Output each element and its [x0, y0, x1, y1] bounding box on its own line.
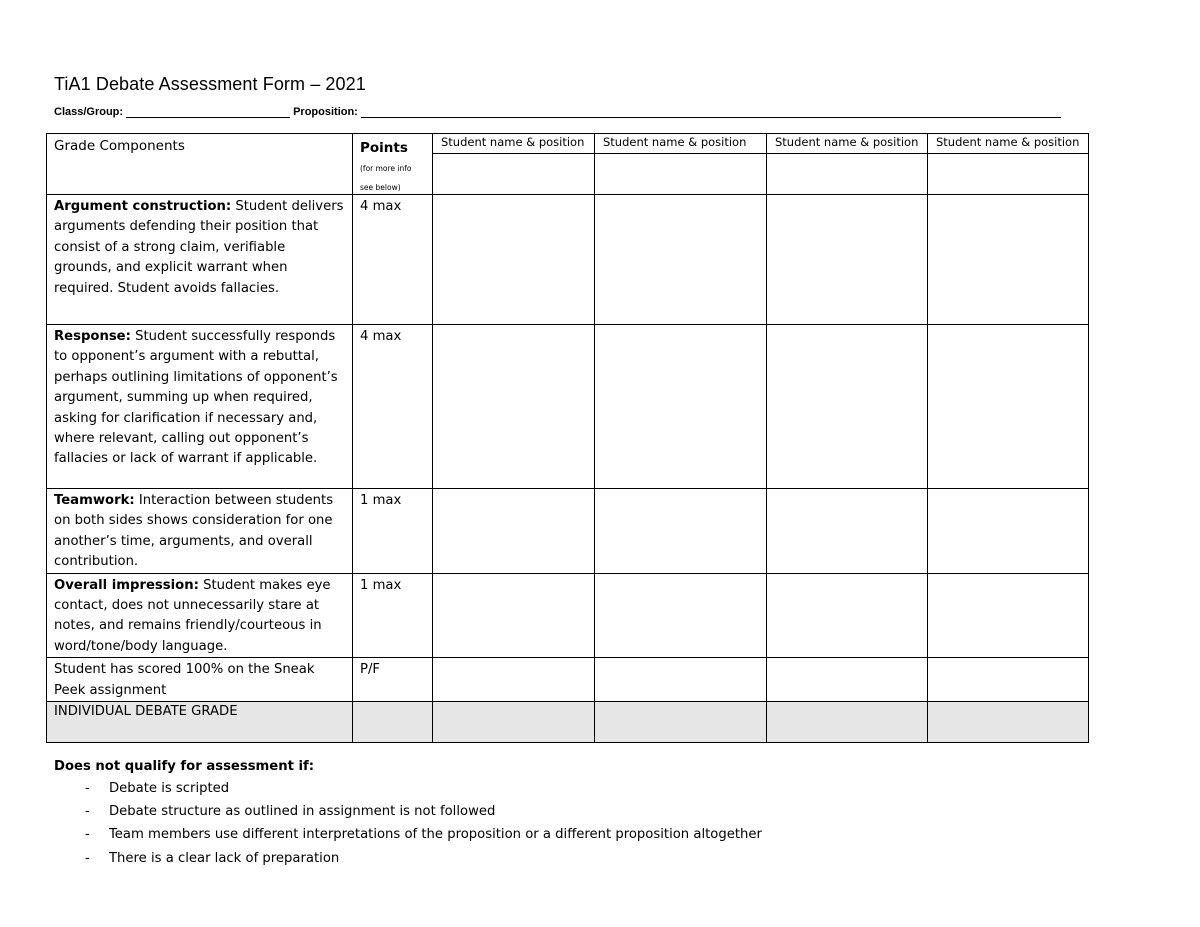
- score-cell[interactable]: [767, 658, 928, 702]
- header-student-3: Student name & position: [767, 134, 928, 154]
- list-item: [54, 823, 762, 846]
- component-points: P/F: [353, 658, 433, 702]
- component-overall-impression: [47, 573, 353, 658]
- score-cell[interactable]: [928, 325, 1089, 489]
- table-row: [47, 195, 1089, 325]
- grade-cell[interactable]: [928, 702, 1089, 743]
- header-points: [353, 134, 433, 195]
- component-title: Overall impression:: [54, 577, 199, 593]
- score-cell[interactable]: [928, 195, 1089, 325]
- student-name-cell-4[interactable]: [928, 153, 1089, 194]
- score-cell[interactable]: [595, 325, 767, 489]
- score-cell[interactable]: [767, 489, 928, 574]
- individual-grade-label: INDIVIDUAL DEBATE GRADE: [47, 702, 353, 743]
- header-points-note: (for more info see below): [360, 164, 412, 192]
- header-student-4: Student name & position: [928, 134, 1089, 154]
- component-points: 4 max: [353, 195, 433, 325]
- disqualification-section: [54, 757, 762, 870]
- table-row: [47, 489, 1089, 574]
- score-cell[interactable]: [433, 489, 595, 574]
- list-item: [54, 777, 762, 800]
- list-bullet: -: [85, 850, 90, 866]
- component-points: 4 max: [353, 325, 433, 489]
- grade-cell[interactable]: [595, 702, 767, 743]
- class-group-blank-line[interactable]: [126, 106, 290, 118]
- score-cell[interactable]: [928, 489, 1089, 574]
- component-sneak-peek: [47, 658, 353, 702]
- component-description: Student delivers arguments defending their position that consist of a strong claim, verifiable grounds, and explicit warrant when required. Student avoids fallacies.: [54, 199, 344, 296]
- score-cell[interactable]: [595, 489, 767, 574]
- score-cell[interactable]: [767, 195, 928, 325]
- header-grade-components: Grade Components: [47, 134, 353, 195]
- list-item: [54, 800, 762, 823]
- component-description: Student has scored 100% on the Sneak Peek assignment: [54, 662, 315, 698]
- score-cell[interactable]: [595, 573, 767, 658]
- assessment-table: [46, 133, 1089, 743]
- grade-points-cell: [353, 702, 433, 743]
- class-group-label: Class/Group:: [54, 106, 124, 118]
- score-cell[interactable]: [433, 573, 595, 658]
- score-cell[interactable]: [595, 195, 767, 325]
- component-response: [47, 325, 353, 489]
- component-argument-construction: [47, 195, 353, 325]
- component-title: Response:: [54, 329, 131, 344]
- student-name-cell-3[interactable]: [767, 153, 928, 194]
- proposition-blank-line[interactable]: [361, 106, 1061, 118]
- header-student-2: Student name & position: [595, 134, 767, 154]
- score-cell[interactable]: [595, 658, 767, 702]
- score-cell[interactable]: [433, 325, 595, 489]
- component-title: Argument construction:: [54, 199, 232, 214]
- component-description: Interaction between students on both sides shows consideration for one another’s time, arguments, and overall contribution.: [54, 493, 334, 570]
- score-cell[interactable]: [767, 325, 928, 489]
- student-name-cell-1[interactable]: [433, 153, 595, 194]
- component-teamwork: [47, 489, 353, 574]
- list-item-text: Debate is scripted: [109, 781, 230, 796]
- score-cell[interactable]: [928, 658, 1089, 702]
- table-row: [47, 573, 1089, 658]
- proposition-label: Proposition:: [293, 106, 358, 118]
- score-cell[interactable]: [928, 573, 1089, 658]
- table-row: [47, 325, 1089, 489]
- component-description: Student successfully responds to opponent’s argument with a rebuttal, perhaps outlining limitations of opponent’s argument, summing up when required, asking for clarification if necessary and, where relevant, calling out opponent’s fallacies or lack of warrant if applicable.: [54, 329, 338, 467]
- grade-cell[interactable]: [767, 702, 928, 743]
- component-points: 1 max: [353, 573, 433, 658]
- individual-grade-row: [47, 702, 1089, 743]
- component-description: Student makes eye contact, does not unnecessarily stare at notes, and remains friendly/courteous in word/tone/body language.: [54, 577, 331, 654]
- list-bullet: -: [85, 804, 90, 820]
- list-bullet: -: [85, 781, 90, 796]
- score-cell[interactable]: [433, 658, 595, 702]
- form-title: TiA1 Debate Assessment Form – 2021: [54, 74, 366, 94]
- component-title: Teamwork:: [54, 493, 135, 508]
- score-cell[interactable]: [433, 195, 595, 325]
- header-student-1: Student name & position: [433, 134, 595, 154]
- student-name-cell-2[interactable]: [595, 153, 767, 194]
- table-header-row: [47, 134, 1089, 154]
- list-bullet: -: [85, 827, 90, 843]
- form-header-fields: [54, 106, 1064, 118]
- score-cell[interactable]: [767, 573, 928, 658]
- table-row: [47, 658, 1089, 702]
- list-item-text: Team members use different interpretations of the proposition or a different proposition altogether: [109, 827, 762, 843]
- header-points-label: Points: [360, 140, 408, 156]
- disqualification-heading: Does not qualify for assessment if:: [54, 759, 315, 774]
- grade-cell[interactable]: [433, 702, 595, 743]
- list-item: [54, 847, 762, 870]
- list-item-text: There is a clear lack of preparation: [109, 850, 340, 866]
- component-points: 1 max: [353, 489, 433, 574]
- list-item-text: Debate structure as outlined in assignment is not followed: [109, 804, 496, 820]
- disqualification-list: [54, 777, 762, 870]
